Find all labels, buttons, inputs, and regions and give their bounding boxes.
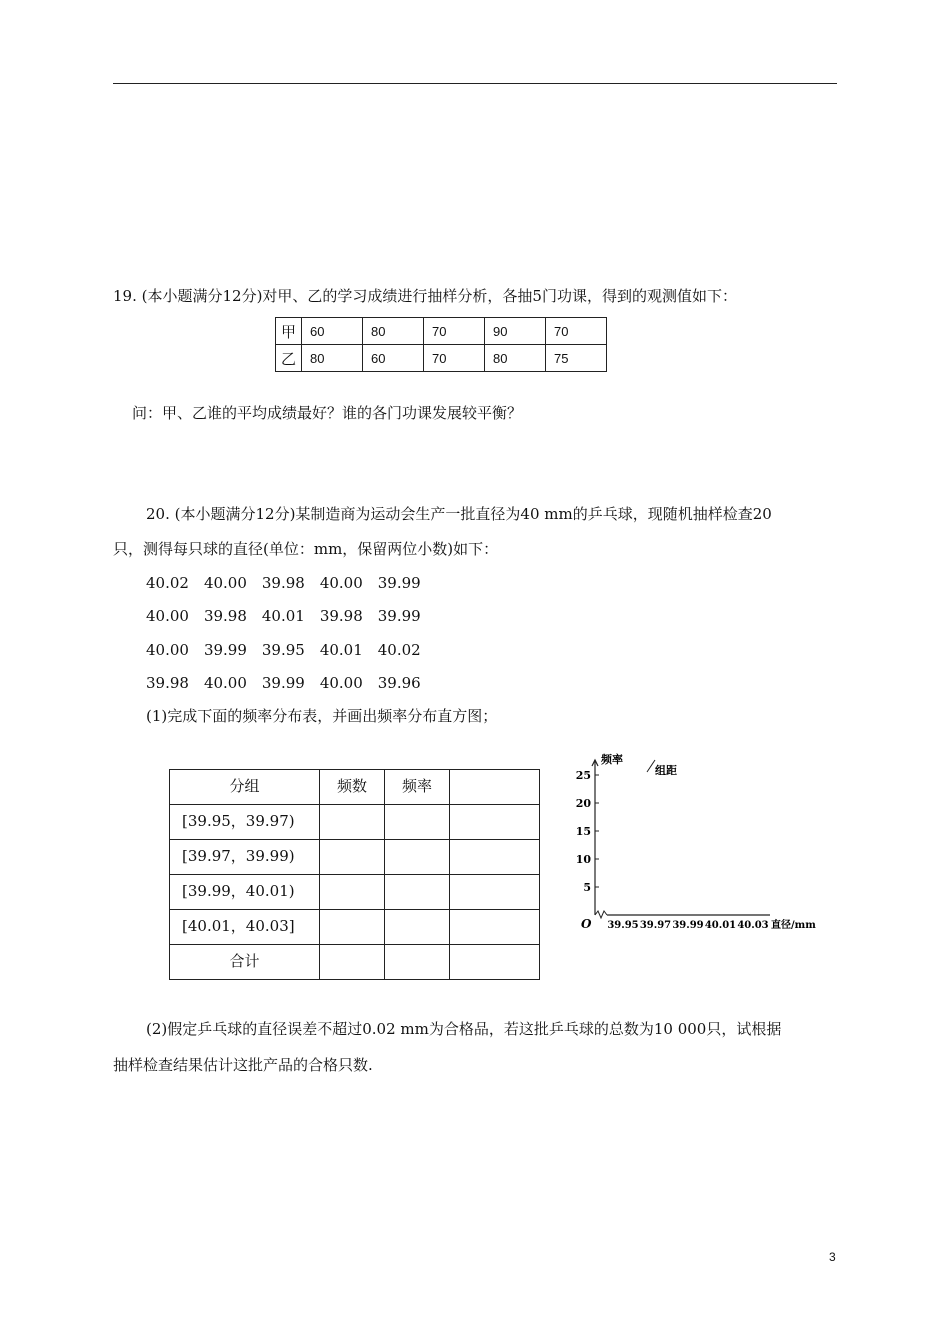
data-row: 40.02 40.00 39.98 40.00 39.99 xyxy=(146,574,421,592)
group-label: [39.97，39.99) xyxy=(170,840,320,875)
frequency-cell[interactable] xyxy=(385,875,450,910)
q19-score-table xyxy=(275,317,607,372)
total-label: 合计 xyxy=(170,945,320,980)
y-tick-label: 5 xyxy=(583,881,591,894)
table-row xyxy=(170,945,540,980)
y-tick-label: 20 xyxy=(575,797,591,810)
x-tick-label: 40.03 xyxy=(737,920,769,931)
group-label: [39.95，39.97) xyxy=(170,805,320,840)
score-cell: 60 xyxy=(363,345,424,372)
y-tick-label: 15 xyxy=(575,825,591,838)
table-row xyxy=(170,875,540,910)
data-row: 40.00 39.99 39.95 40.01 40.02 xyxy=(146,641,421,659)
table-row xyxy=(170,840,540,875)
x-tick-label: 39.99 xyxy=(672,920,704,931)
x-axis-break xyxy=(595,911,607,918)
header-frequency: 频率 xyxy=(385,770,450,805)
frequency-cell[interactable] xyxy=(385,945,450,980)
data-row: 40.00 39.98 40.01 39.98 39.99 xyxy=(146,607,421,625)
q20-intro-line2: 只，测得每只球的直径(单位：mm，保留两位小数)如下： xyxy=(113,540,499,558)
group-label: [39.99，40.01) xyxy=(170,875,320,910)
blank-cell[interactable] xyxy=(450,910,540,945)
count-cell[interactable] xyxy=(320,910,385,945)
score-cell: 70 xyxy=(424,345,485,372)
q20-part1: (1)完成下面的频率分布表，并画出频率分布直方图； xyxy=(146,707,498,725)
score-cell: 70 xyxy=(546,318,607,345)
q20-part2-line1: (2)假定乒乓球的直径误差不超过0.02 mm为合格品，若这批乒乓球的总数为10 000只，试根据 xyxy=(146,1020,782,1038)
q20-part2-line2: 抽样检查结果估计这批产品的合格只数. xyxy=(113,1056,373,1074)
header-rule xyxy=(113,83,837,84)
histogram-axes xyxy=(570,748,830,948)
table-row xyxy=(276,318,607,345)
frequency-cell[interactable] xyxy=(385,805,450,840)
y-axis-label-slash xyxy=(647,760,655,772)
blank-cell[interactable] xyxy=(450,945,540,980)
header-group: 分组 xyxy=(170,770,320,805)
origin-label: O xyxy=(581,917,592,931)
header-blank xyxy=(450,770,540,805)
header-count: 频数 xyxy=(320,770,385,805)
count-cell[interactable] xyxy=(320,840,385,875)
blank-cell[interactable] xyxy=(450,805,540,840)
blank-cell[interactable] xyxy=(450,875,540,910)
page-number: 3 xyxy=(829,1250,836,1264)
x-tick-label: 39.97 xyxy=(639,920,672,931)
score-cell: 75 xyxy=(546,345,607,372)
x-tick-label: 39.95 xyxy=(607,920,639,931)
student-label: 甲 xyxy=(276,318,302,345)
blank-cell[interactable] xyxy=(450,840,540,875)
y-axis-label: 组距 xyxy=(655,764,677,777)
y-axis-label: 频率 xyxy=(601,753,623,766)
x-tick-label: 40.01 xyxy=(704,920,737,931)
count-cell[interactable] xyxy=(320,805,385,840)
table-row xyxy=(170,805,540,840)
count-cell[interactable] xyxy=(320,945,385,980)
q20-intro-line1: 20. (本小题满分12分)某制造商为运动会生产一批直径为40 mm的乒乓球，现随机抽样检查20 xyxy=(146,505,772,523)
y-tick-label: 25 xyxy=(575,769,591,782)
score-cell: 90 xyxy=(485,318,546,345)
data-row: 39.98 40.00 39.99 40.00 39.96 xyxy=(146,674,421,692)
table-header-row xyxy=(170,770,540,805)
student-label: 乙 xyxy=(276,345,302,372)
group-label: [40.01，40.03] xyxy=(170,910,320,945)
table-row xyxy=(170,910,540,945)
frequency-cell[interactable] xyxy=(385,840,450,875)
q19-question: 问：甲、乙谁的平均成绩最好？谁的各门功课发展较平衡？ xyxy=(132,404,523,422)
frequency-cell[interactable] xyxy=(385,910,450,945)
frequency-table xyxy=(169,769,540,980)
score-cell: 70 xyxy=(424,318,485,345)
y-tick-label: 10 xyxy=(575,853,591,866)
score-cell: 60 xyxy=(302,318,363,345)
q19-intro: 19. (本小题满分12分)对甲、乙的学习成绩进行抽样分析，各抽5门功课，得到的观测值如下： xyxy=(113,287,737,305)
score-cell: 80 xyxy=(302,345,363,372)
x-axis-label: 直径/mm xyxy=(771,920,816,931)
count-cell[interactable] xyxy=(320,875,385,910)
table-row xyxy=(276,345,607,372)
score-cell: 80 xyxy=(363,318,424,345)
score-cell: 80 xyxy=(485,345,546,372)
